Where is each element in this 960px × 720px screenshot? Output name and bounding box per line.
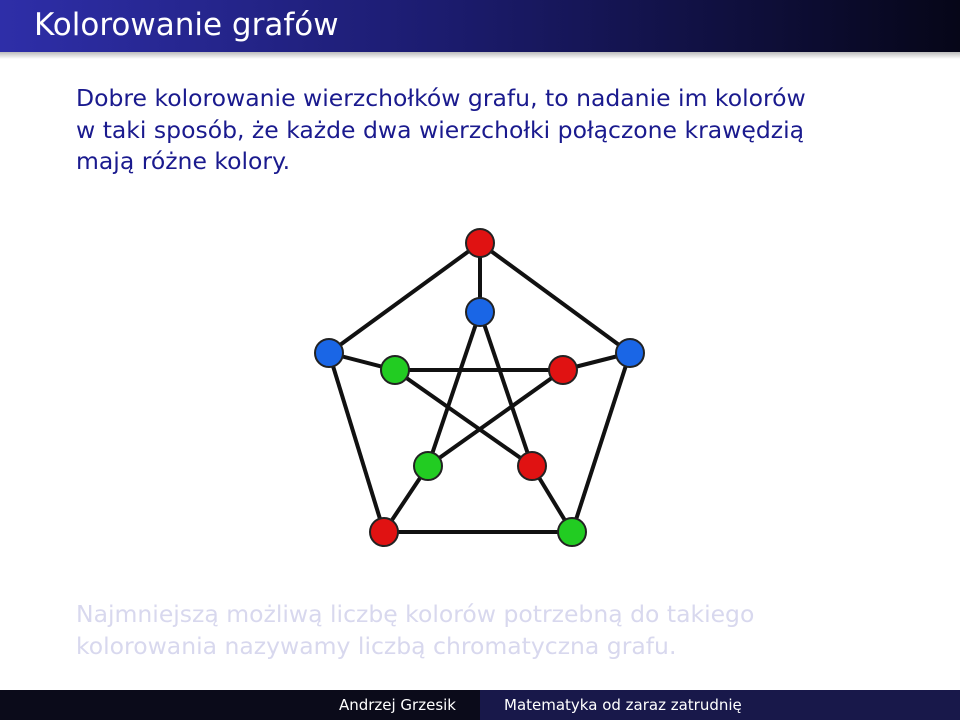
footer-author-panel [0, 690, 480, 720]
graph-vertex-outer-bottom-left [370, 518, 398, 546]
footnote-line: Najmniejszą możliwą liczbę kolorów potrzebną do takiego [76, 600, 755, 628]
footnote-line: kolorowania nazywamy liczbą chromatyczna grafu. [76, 631, 677, 660]
footer-talk-title: Matematyka od zaraz zatrudnię [504, 696, 742, 714]
graph-vertex-outer-top [466, 229, 494, 257]
graph-vertex-outer-bottom-right [558, 518, 586, 546]
graph-vertex-inner-top [466, 298, 494, 326]
footer-title-panel [480, 690, 960, 720]
graph-edge-outer-right-outer-bottom-right [572, 353, 630, 532]
graph-edges [329, 243, 630, 532]
graph-edge-inner-top-inner-bottom-right [480, 312, 532, 466]
graph-vertex-outer-right [616, 339, 644, 367]
graph-edge-inner-top-inner-bottom-left [428, 312, 480, 466]
graph-edge-outer-left-outer-bottom-left [329, 353, 384, 532]
intro-line: w taki sposób, że każde dwa wierzchołki połączone krawędzią [76, 115, 805, 144]
graph-edge-outer-top-outer-right [480, 243, 630, 353]
graph-edge-inner-right-inner-bottom-left [428, 370, 563, 466]
graph-vertex-inner-right [549, 356, 577, 384]
intro-line: Dobre kolorowanie wierzchołków grafu, to nadanie im kolorów [76, 84, 806, 112]
graph-vertex-outer-left [315, 339, 343, 367]
intro-line: mają różne kolory. [76, 147, 291, 175]
footer-bar [0, 690, 960, 720]
slide-title: Kolorowanie grafów [34, 7, 339, 43]
footer-author: Andrzej Grzesik [338, 696, 456, 714]
graph-vertex-inner-left [381, 356, 409, 384]
graph-edge-outer-top-outer-left [329, 243, 480, 353]
graph-vertex-inner-bottom-right [518, 452, 546, 480]
footnote-text [76, 599, 926, 662]
graph-edge-inner-left-inner-bottom-right [395, 370, 532, 466]
graph-vertex-inner-bottom-left [414, 452, 442, 480]
